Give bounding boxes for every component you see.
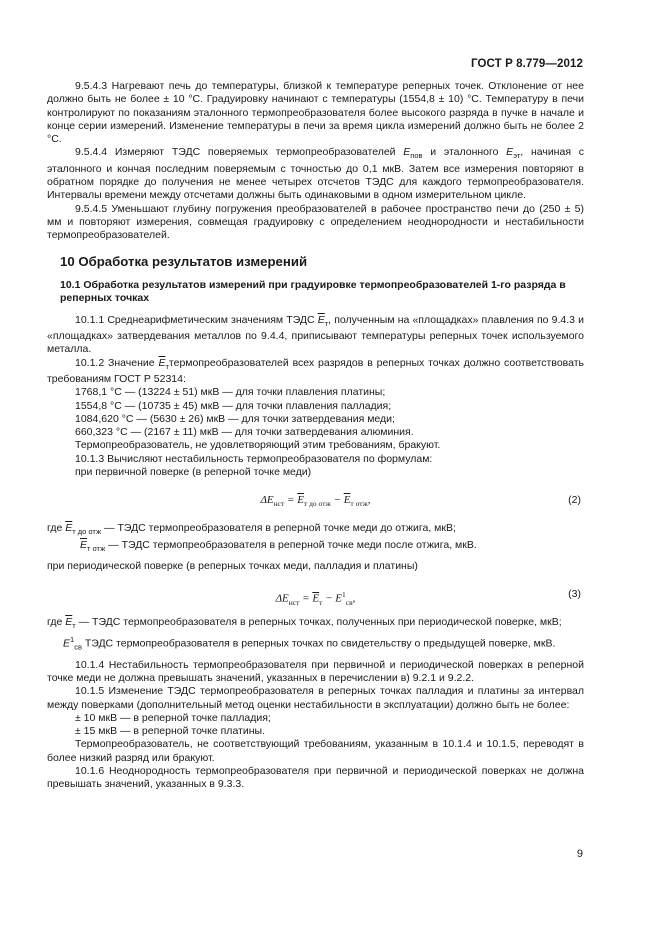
paragraph-10-1-3: 10.1.3 Вычисляют нестабильность термопреобразователя по формулам: <box>75 452 433 465</box>
paragraph-10-1-6: 10.1.6 Неоднородность термопреобразователя при первичной и периодической поверках не должна превышать значений, указанных в 9.3.3. <box>47 765 584 791</box>
primary-check-label: при первичной поверке (в реперной точке меди) <box>75 466 312 478</box>
formula-2 <box>47 491 584 513</box>
fixed-point-item: 660,323 °С — (2167 ± 11) мкВ — для точки затвердевания алюминия. <box>75 426 414 439</box>
paragraph-10-1-5: 10.1.5 Изменение ТЭДС термопреобразователя в реперных точках палладия и платины за интервал между поверками (дополнительный метод оценки нестабильности в эксплуатации) должно быть не более: <box>47 685 584 711</box>
document-header: ГОСТ Р 8.779—2012 <box>471 58 583 70</box>
page-number: 9 <box>576 848 583 860</box>
fixed-point-item: 1768,1 °С — (13224 ± 51) мкВ — для точки плавления платины; <box>75 386 386 399</box>
rejection-note: Термопреобразователь, не удовлетворяющий этим требованиям, бракуют. <box>75 439 441 452</box>
formula-3-expression: $\Delta E_{нст} = \overline{E}_т - E^1_{св}$, <box>275 590 356 608</box>
page-content <box>47 80 584 792</box>
formula-3-definition: $E^1_{св}$ ТЭДС термопреобразователя в реперных точках по свидетельству о предыдущей поверке, мкВ. <box>63 634 556 652</box>
formula-2-definition: $\overline{E}_{т отж}$ — ТЭДС термопреобразователя в реперной точке меди после отжига, мкВ. <box>80 538 477 553</box>
fixed-point-item: 1554,8 °С — (10735 ± 45) мкВ — для точки плавления палладия; <box>75 399 392 412</box>
limit-item: ± 15 мкВ — в реперной точке платины. <box>75 725 265 738</box>
rejection-note: Термопреобразователь, не соответствующий требованиям, указанным в 10.1.4 и 10.1.5, переводят в более низкий разряд или бракуют. <box>47 738 584 764</box>
paragraph-10-1-2: 10.1.2 Значение $\overline{E}_ттермопреобразователей$ всех разрядов в реперных точках должно соответствовать требованиям ГОСТ Р 52314: <box>47 356 585 385</box>
formula-2-number: (2) <box>568 494 581 507</box>
fixed-point-item: 1084,620 °С — (5630 ± 26) мкВ — для точки затвердевания меди; <box>75 412 395 425</box>
section-10-1-heading: 10.1 Обработка результатов измерений при градуировке термопреобразователей 1-го разряда в реперных точках <box>60 278 566 305</box>
paragraph-9-5-4-4: 9.5.4.4 Измеряют ТЭДС поверяемых термопреобразователей $E_{пов}$ и эталонного $E_{эт}$, начиная с эталонного и кончая последним поверяемым с точностью до 0,1 мкВ. Затем все измерения повторяют в обратном порядке до получения не менее четырех отсчетов ТЭДС для каждого термопреобразователя. Интервалы времени между отсчетами должны быть одинаковыми в одном измерительном цикле. <box>47 146 584 202</box>
formula-3-number: (3) <box>568 588 581 601</box>
paragraph-9-5-4-3: 9.5.4.3 Нагревают печь до температуры, близкой к температуре реперных точек. Отклонение от нее должно быть не более ± 10 °С. Градуировку начинают с температуры (1554,8 ± 10) °С. Температуру в печи контролируют по показаниям эталонного термопреобразователя более высокого разряда в пучке в начале и конце серии измерений. Изменение температуры в печи за время цикла измерений должно быть не более 2 °С. <box>47 80 584 146</box>
paragraph-9-5-4-5: 9.5.4.5 Уменьшают глубину погружения преобразователей в рабочее пространство печи до (250 ± 5) мм и повторяют измерения, совмещая градуировку с определением неоднородности и нестабильности термопреобразователей. <box>47 202 584 242</box>
periodic-check-label: при периодической поверке (в реперных точках меди, палладия и платины) <box>47 560 418 573</box>
formula-2-definition: где $\overline{E}_{т до отж}$ — ТЭДС термопреобразователя в реперной точке меди до отжига, мкВ; <box>47 522 456 537</box>
section-10-heading: 10 Обработка результатов измерений <box>60 253 308 269</box>
formula-3-definition: где $\overline{E}_т$ — ТЭДС термопреобразователя в реперных точках, полученных при периодической поверке, мкВ; <box>47 616 562 631</box>
paragraph-10-1-1: 10.1.1 Среднеарифметическим значениям ТЭДС $\overline{E}_т$, полученным на «площадках» плавления по 9.4.3 и «площадках» затвердевания металлов по 9.4.4, приписывают температуры реперных точек используемого металла. <box>47 313 584 356</box>
formula-2-expression: $\Delta E_{нст} = \overline{E}_{т до отж} - \overline{E}_{т отж}$, <box>260 494 371 509</box>
paragraph-10-1-4: 10.1.4 Нестабильность термопреобразователя при первичной и периодической поверках в реперной точке меди не должна превышать значений, указанных в перечислении в) 9.2.1 и 9.2.2. <box>47 658 584 684</box>
formula-3 <box>47 585 584 607</box>
limit-item: ± 10 мкВ — в реперной точке палладия; <box>75 711 271 724</box>
